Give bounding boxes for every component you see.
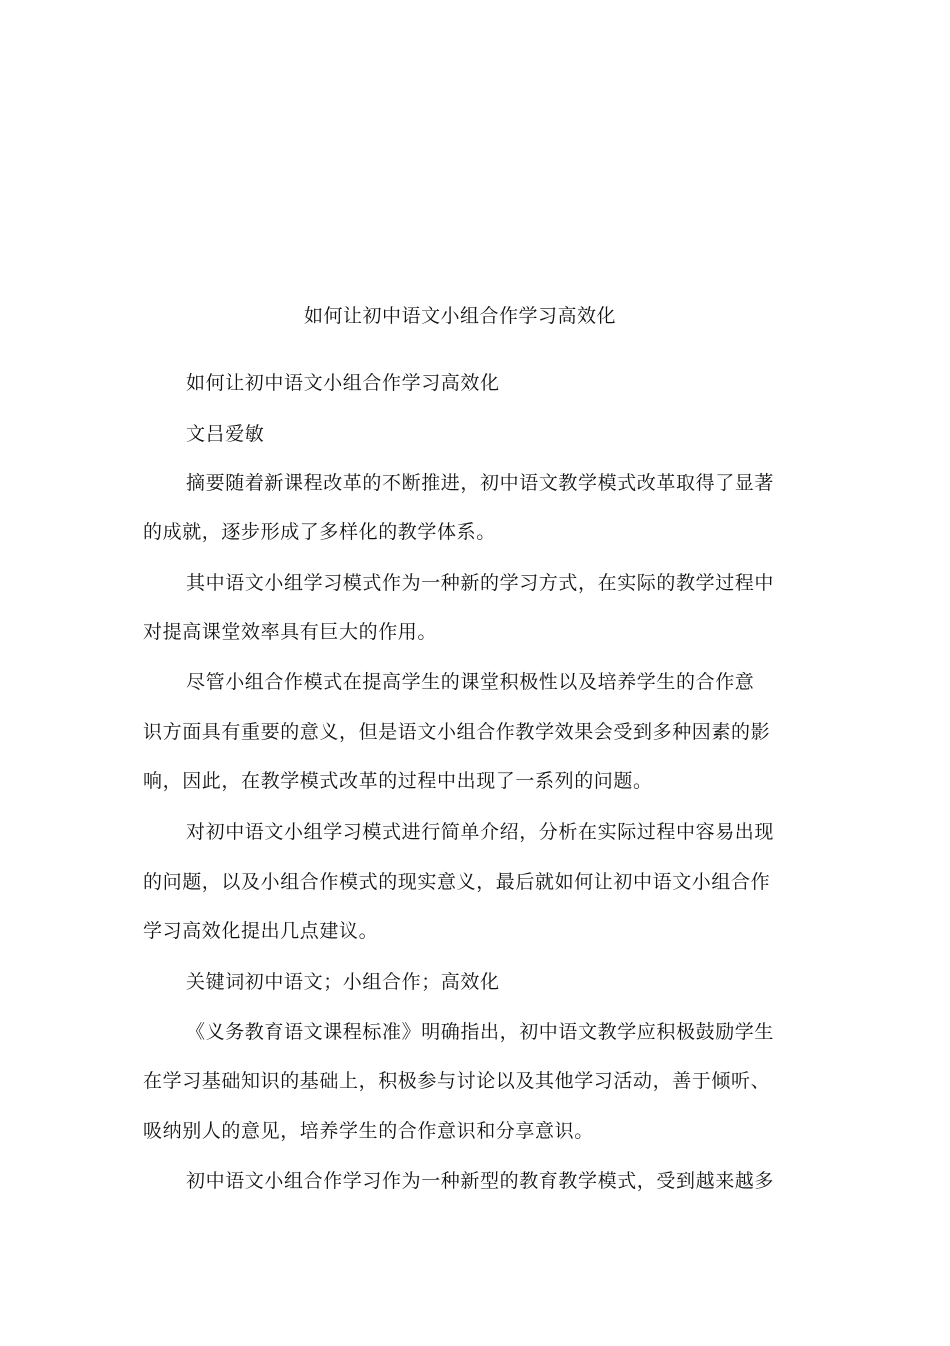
paragraph-line: 在学习基础知识的基础上，积极参与讨论以及其他学习活动，善于倾听、 [143, 1070, 771, 1092]
keywords-line: 关键词初中语文；小组合作；高效化 [186, 971, 500, 993]
paragraph-line: 初中语文小组合作学习作为一种新型的教育教学模式，受到越来越多 [186, 1170, 775, 1192]
paragraph-line: 对提高课堂效率具有巨大的作用。 [143, 621, 438, 643]
paragraph-line: 识方面具有重要的意义，但是语文小组合作教学效果会受到多种因素的影 [143, 721, 771, 743]
paragraph-line: 《义务教育语文课程标准》明确指出，初中语文教学应积极鼓励学生 [186, 1021, 775, 1043]
paragraph-line: 吸纳别人的意见，培养学生的合作意识和分享意识。 [143, 1120, 594, 1142]
paragraph-line: 尽管小组合作模式在提高学生的课堂积极性以及培养学生的合作意 [186, 671, 755, 693]
paragraph-line: 的问题，以及小组合作模式的现实意义，最后就如何让初中语文小组合作 [143, 871, 771, 893]
paragraph-line: 对初中语文小组学习模式进行简单介绍，分析在实际过程中容易出现 [186, 821, 775, 843]
paragraph-line: 其中语文小组学习模式作为一种新的学习方式，在实际的教学过程中 [186, 572, 775, 594]
paragraph-line: 的成就，逐步形成了多样化的教学体系。 [143, 521, 496, 543]
subtitle-line: 如何让初中语文小组合作学习高效化 [186, 372, 500, 394]
paragraph-line: 响，因此，在教学模式改革的过程中出现了一系列的问题。 [143, 770, 653, 792]
paragraph-line: 摘要随着新课程改革的不断推进，初中语文教学模式改革取得了显著 [186, 472, 775, 494]
paragraph-line: 学习高效化提出几点建议。 [143, 920, 379, 942]
page-title: 如何让初中语文小组合作学习高效化 [303, 305, 616, 327]
author-line: 文吕爱敏 [186, 423, 265, 445]
